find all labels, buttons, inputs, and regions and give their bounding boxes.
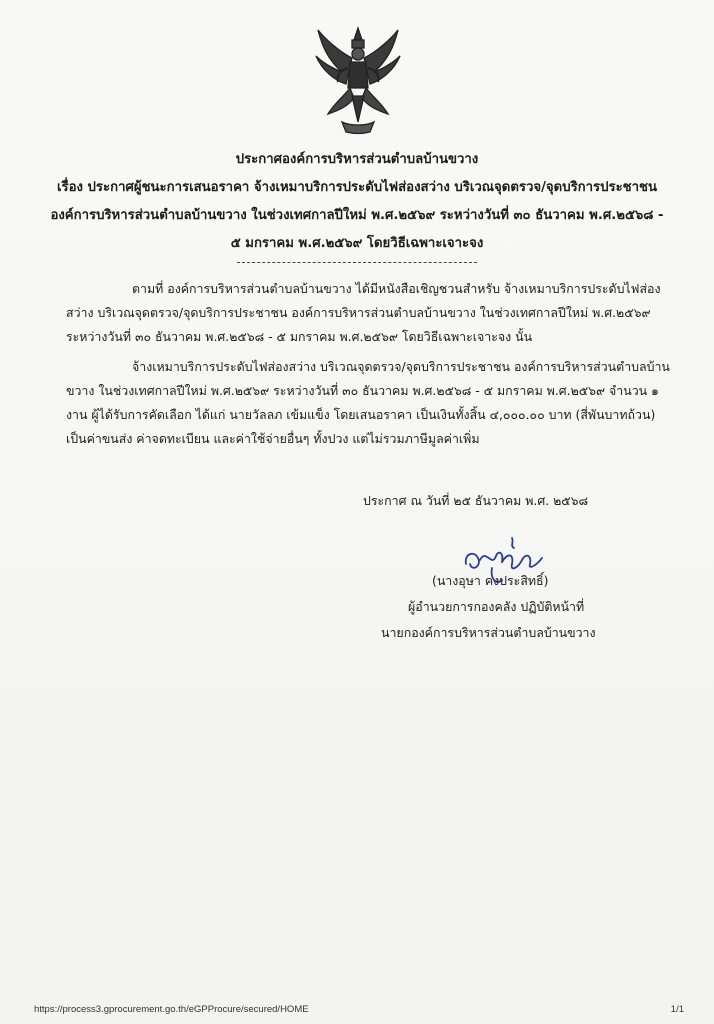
footer-url: https://process3.gprocurement.go.th/eGPProcure/secured/HOME <box>34 1004 309 1015</box>
divider <box>237 262 477 263</box>
paragraph-line: ระหว่างวันที่ ๓๐ ธันวาคม พ.ศ.๒๕๖๘ - ๕ มกราคม พ.ศ.๒๕๖๙ โดยวิธีเฉพาะเจาะจง นั้น <box>66 329 533 344</box>
subject-line: ๕ มกราคม พ.ศ.๒๕๖๙ โดยวิธีเฉพาะเจาะจง <box>230 236 484 251</box>
paragraph-line: จ้างเหมาบริการประดับไฟส่องสว่าง บริเวณจุดตรวจ/จุดบริการประชาชน องค์การบริหารส่วนตำบลบ้าน <box>132 359 670 374</box>
announcement-date: ประกาศ ณ วันที่ ๒๕ ธันวาคม พ.ศ. ๒๕๖๘ <box>363 493 589 508</box>
paragraph-line: งาน ผู้ได้รับการคัดเลือก ได้แก่ นายวัลลภ เข้มแข็ง โดยเสนอราคา เป็นเงินทั้งสิ้น ๔,๐๐๐.๐๐ บาท (สี่พันบาทถ้วน) <box>66 407 656 422</box>
paragraph-line: เป็นค่าขนส่ง ค่าจดทะเบียน และค่าใช้จ่ายอื่นๆ ทั้งปวง แต่ไม่รวมภาษีมูลค่าเพิ่ม <box>66 431 480 446</box>
paragraph-line: สว่าง บริเวณจุดตรวจ/จุดบริการประชาชน องค์การบริหารส่วนตำบลบ้านขวาง ในช่วงเทศกาลปีใหม่ พ.ศ.๒๕๖๙ <box>66 305 651 320</box>
signer-name: (นางอุษา คงประสิทธิ์) <box>432 573 549 588</box>
garuda-emblem-icon <box>312 26 404 136</box>
signer-position: ผู้อำนวยการกองคลัง ปฏิบัติหน้าที่ <box>408 599 585 614</box>
document-heading: ประกาศองค์การบริหารส่วนตำบลบ้านขวาง <box>235 152 479 167</box>
paragraph-line: ขวาง ในช่วงเทศกาลปีใหม่ พ.ศ.๒๕๖๙ ระหว่างวันที่ ๓๐ ธันวาคม พ.ศ.๒๕๖๘ - ๕ มกราคม พ.ศ.๒๕๖๙ จำนวน ๑ <box>66 383 659 398</box>
paragraph-line: ตามที่ องค์การบริหารส่วนตำบลบ้านขวาง ได้มีหนังสือเชิญชวนสำหรับ จ้างเหมาบริการประดับไฟส่อง <box>132 281 661 296</box>
subject-line: องค์การบริหารส่วนตำบลบ้านขวาง ในช่วงเทศกาลปีใหม่ พ.ศ.๒๕๖๙ ระหว่างวันที่ ๓๐ ธันวาคม พ.ศ.๒๕๖๘ - <box>50 208 664 223</box>
page-number: 1/1 <box>670 1004 684 1015</box>
signer-organization: นายกองค์การบริหารส่วนตำบลบ้านขวาง <box>381 625 596 640</box>
subject-line: เรื่อง ประกาศผู้ชนะการเสนอราคา จ้างเหมาบริการประดับไฟส่องสว่าง บริเวณจุดตรวจ/จุดบริการประชาชน <box>57 180 657 195</box>
